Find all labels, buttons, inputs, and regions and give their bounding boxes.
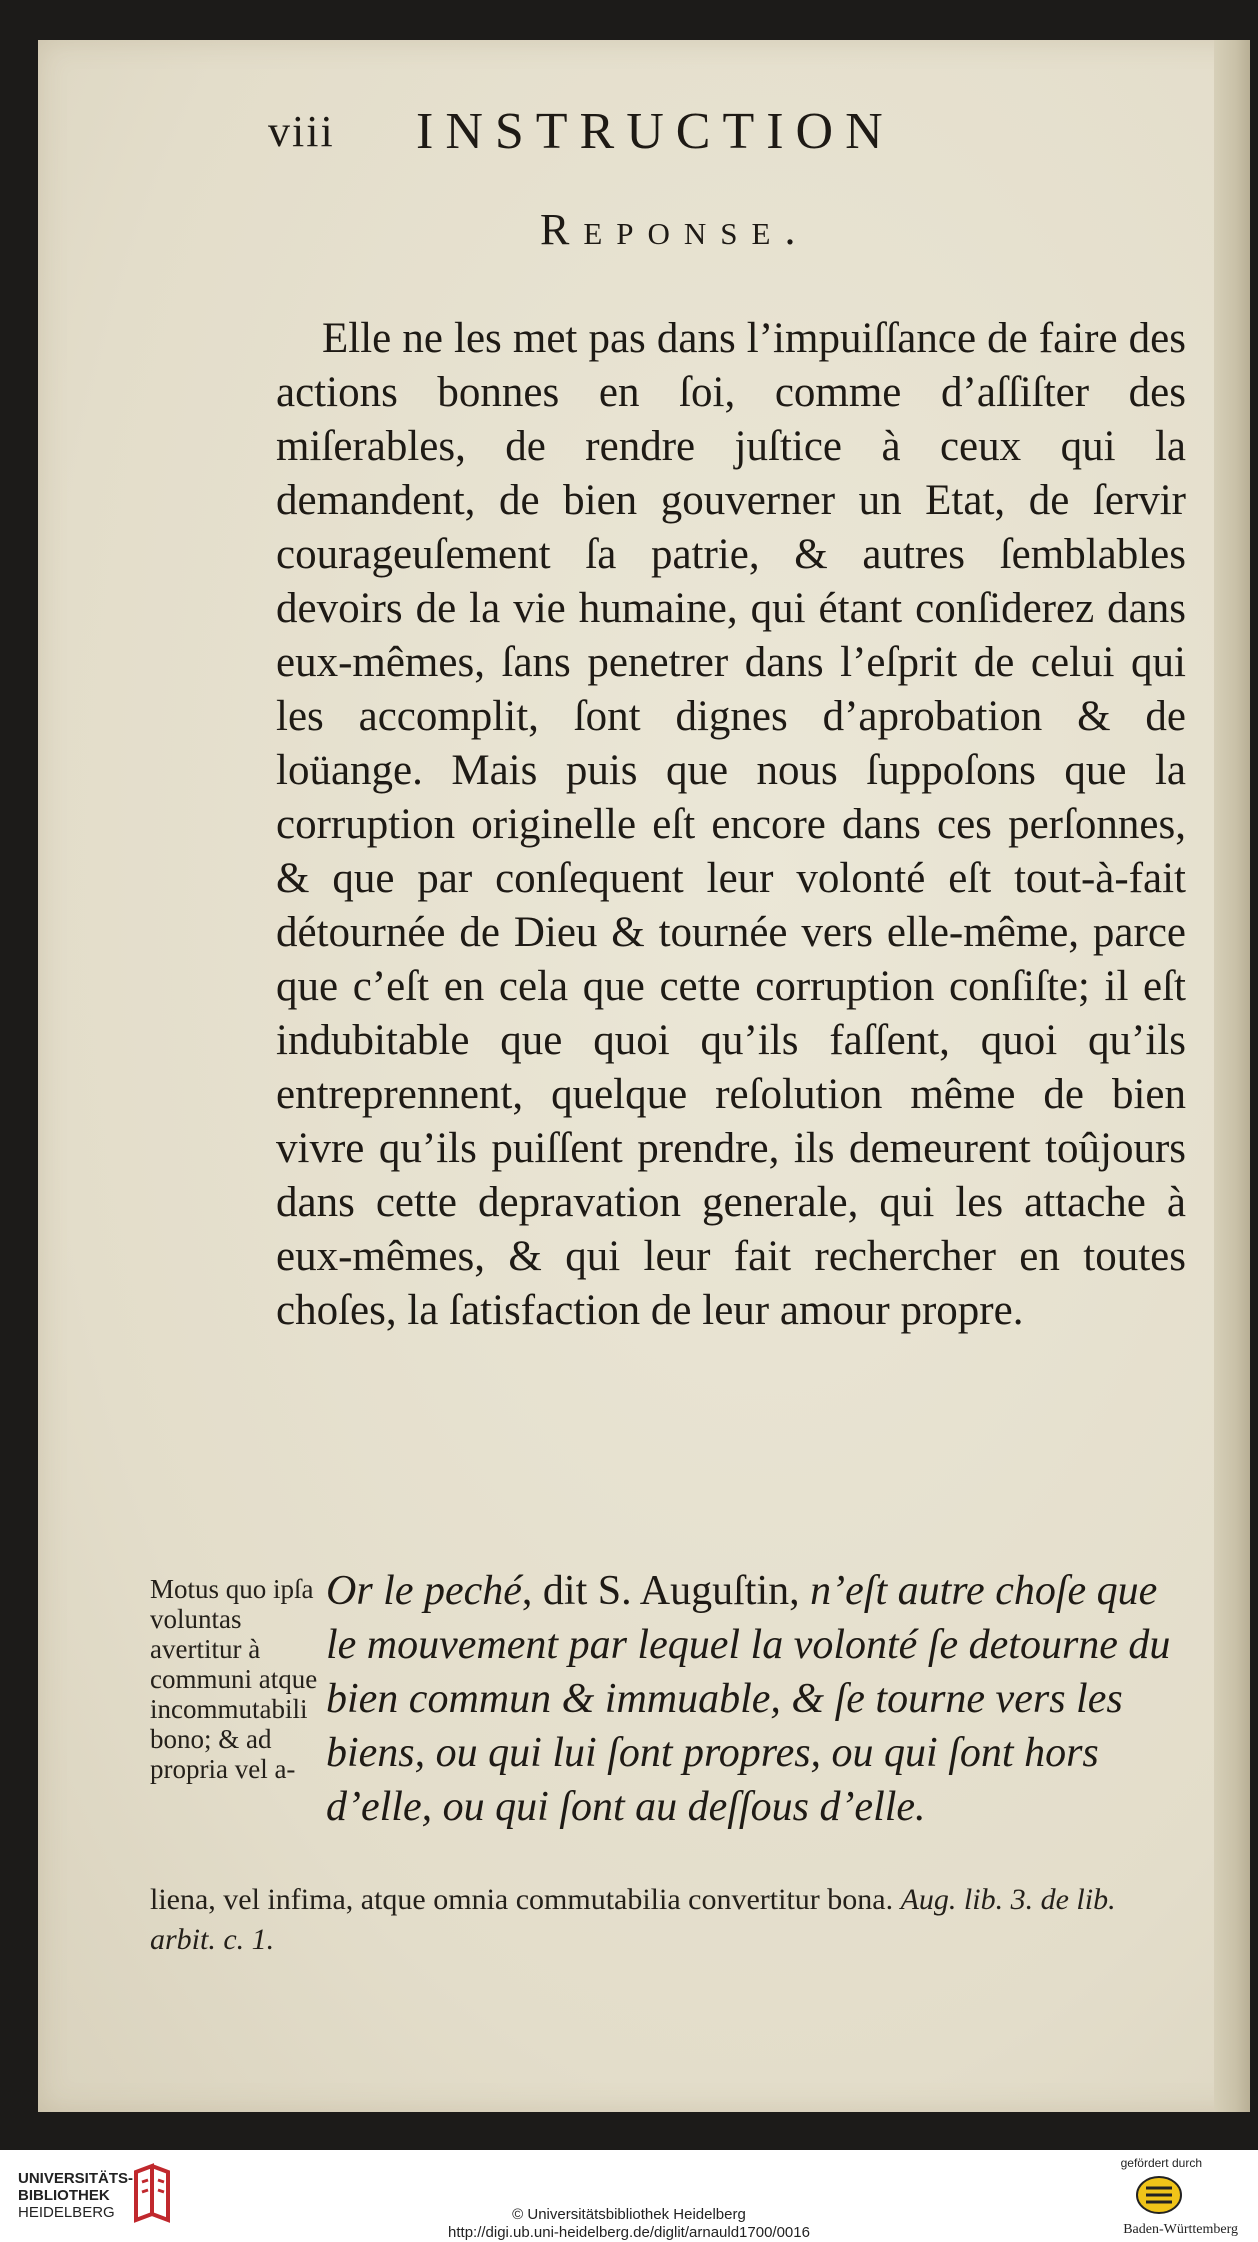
latin-footnote (150, 1880, 1186, 1960)
funder-name: Baden-Württemberg (1123, 2222, 1238, 2237)
library-name-line1: UNIVERSITÄTS- (18, 2170, 134, 2187)
copyright-text: © Universitätsbibliothek Heidelberg (512, 2206, 746, 2223)
funded-by-label: gefördert durch (1120, 2156, 1202, 2170)
folio-number: viii (268, 107, 335, 156)
page-header (268, 60, 1058, 160)
augustine-quote (326, 1564, 1186, 1834)
footer-bar (0, 2150, 1258, 2242)
baden-wuerttemberg-emblem-icon (1134, 2174, 1184, 2216)
margin-note: Motus quo ipſa voluntas avertitur à communi atque incommutabili bono; & ad propria vel a- (150, 1574, 318, 1784)
main-paragraph: Elle ne les met pas dans l’impuiſſance de faire des actions bonnes en ſoi, comme d’aſſiſter des miſerables, de rendre juſtice à ceux qui la demandent, de bien gouverner un Etat, de ſervir courageuſement ſa patrie, & autres ſemblables devoirs de la vie humaine, qui étant conſiderez dans eux-mêmes, ſans penetrer dans l’eſprit de celui qui les accomplit, ſont dignes d’aprobation & de loüange. Mais puis que nous ſuppoſons que la corruption originelle eſt encore dans ces perſonnes, & que par conſequent leur volonté eſt tout-à-fait détournée de Dieu & tournée vers elle-même, parce que c’eſt en cela que cette corruption conſiſte; il eſt indubitable que quoi qu’ils faſſent, quoi qu’ils entreprennent, quelque reſolution même de bien vivre qu’ils puiſſent prendre, ils demeurent toûjours dans cette depravation generale, qui les attache à eux-mêmes, & qui leur fait rechercher en toutes choſes, la ſatisfaction de leur amour propre. (276, 315, 1186, 1334)
library-city: HEIDELBERG (18, 2204, 115, 2221)
quote-italic-rest: n’eſt autre choſe que le mouvement par lequel la volonté ſe detourne du bien commun & immuable, & ſe tourne vers les biens, ou qui lui ſont propres, ou qui ſont hors d’elle, ou qui ſont au deſſous d’elle. (326, 1568, 1171, 1830)
latin-text: liena, vel infima, atque omnia commutabilia convertitur bona. (150, 1883, 894, 1916)
page-edge (1214, 40, 1250, 2112)
quote-attribution: , dit S. Auguſtin, (521, 1568, 811, 1614)
latin-reference: Aug. lib. 3. de lib. arbit. c. 1. (150, 1883, 1116, 1956)
source-url[interactable]: http://digi.ub.uni-heidelberg.de/diglit/arnauld1700/0016 (448, 2224, 810, 2241)
quote-italic-start: Or le peché (326, 1568, 522, 1614)
section-title: Reponse. (540, 205, 810, 254)
library-name-line2: BIBLIOTHEK (18, 2187, 110, 2204)
running-title: INSTRUCTION (416, 103, 895, 160)
